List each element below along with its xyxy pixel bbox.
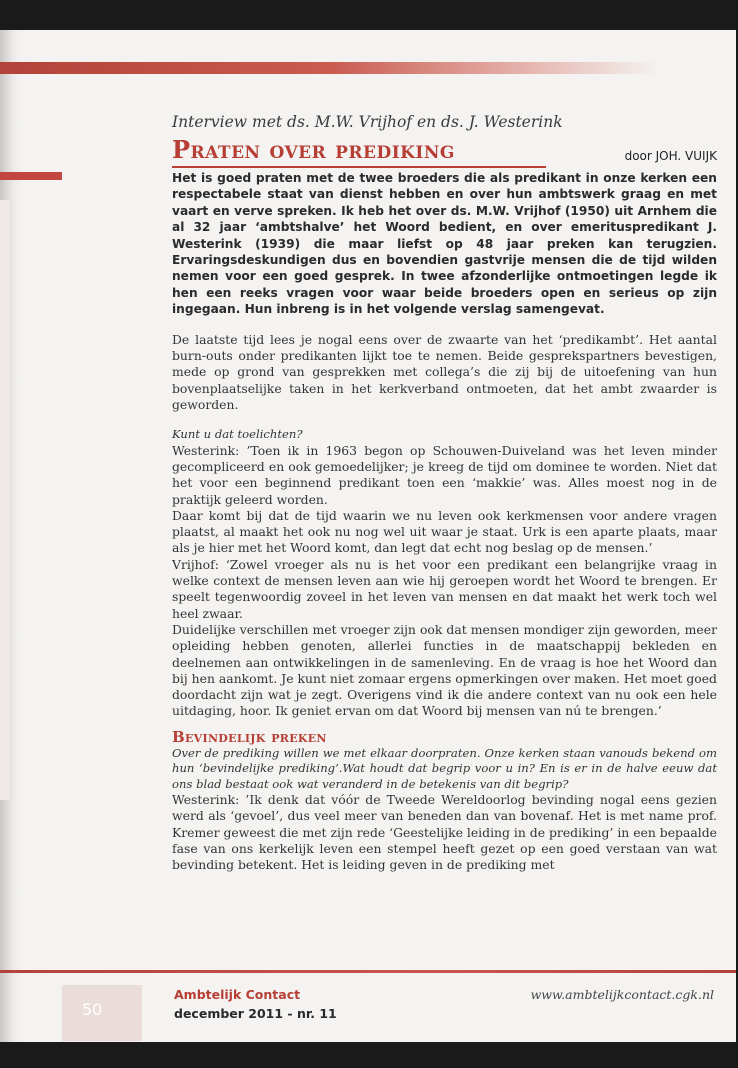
bottom-accent-rule bbox=[0, 970, 736, 973]
answer-1d: Duidelijke verschillen met vroeger zijn ook dat mensen mondiger zijn geworden, meer opleiding hebben genoten, allerlei functies in de maatschappij bekleden en deelnemen aan ontwikkelingen in de samenleving. En de vraag is hoe het Woord dan bij hen aankomt. Je kunt niet zomaar ergens opmerkingen over maken. Het moet goed doordacht zijn wat je zegt. Overigens vind ik die andere context van nu ook een hele uitdaging, hoor. Ik geniet ervan om dat Woord bij mensen van nú te brengen.’ bbox=[172, 621, 717, 719]
article-byline: door JOH. VUIJK bbox=[624, 149, 717, 163]
footer-magazine-title: Ambtelijk Contact bbox=[174, 987, 301, 1002]
magazine-page bbox=[0, 30, 736, 1042]
question-1: Kunt u dat toelichten? bbox=[172, 427, 303, 442]
title-row bbox=[172, 134, 717, 168]
footer-url: www.ambtelijkcontact.cgk.nl bbox=[530, 987, 714, 1002]
answer-1b: Daar komt bij dat de tijd waarin we nu leven ook kerkmensen voor andere vragen plaatst, al maakt het ook nu nog wel uit waar je staat. Urk is een aparte plaats, maar als je hier met het Woord komt, dan legt dat echt nog beslag op de mensen.’ bbox=[172, 507, 717, 556]
footer-masthead bbox=[174, 985, 337, 1023]
article-title: Praten over prediking bbox=[172, 135, 455, 164]
article bbox=[172, 112, 717, 874]
answer-2: Westerink: ’Ik denk dat vóór de Tweede Wereldoorlog bevinding nogal eens gezien werd als ‘gevoel’, dus veel meer van beneden dan van bovenaf. Het is met name prof. Kremer geweest die met zijn rede ‘Geestelijke leiding in de prediking’ in een bepaalde fase van ons kerkelijk leven een stempel heeft gezet op een goed verstaan van wat bevinding betekent. Het is leiding geven in de prediking met bbox=[172, 792, 717, 873]
footer-issue: december 2011 - nr. 11 bbox=[174, 1006, 337, 1021]
answer-1c: Vrijhof: ‘Zowel vroeger als nu is het voor een predikant een belangrijke vraag in welke context de mensen leven aan wie hij geroepen wordt het Woord te brengen. Er speelt tegenwoordig zoveel in het leven van mensen en dat maakt het werk toch wel heel zwaar. bbox=[172, 556, 717, 621]
top-accent-bar bbox=[0, 62, 660, 74]
intro-paragraph: De laatste tijd lees je nogal eens over de zwaarte van het ‘predikambt’. Het aantal burn-outs onder predikanten lijkt toe te nemen. Beide gesprekspartners bevestigen, mede op grond van gesprekken met collega’s die zij bij de uitoefening van hun bovenplaatselijke taken in het kerkverband ontmoeten, dat het ambt zwaarder is geworden. bbox=[172, 331, 717, 412]
side-accent-mark bbox=[0, 172, 62, 180]
title-underline bbox=[172, 166, 546, 168]
question-2: Over de prediking willen we met elkaar doorpraten. Onze kerken staan vanouds bekend om hun ‘bevindelijke prediking’.Wat houdt dat begrip voor u in? En is er in de halve eeuw dat ons blad bestaat ook wat veranderd in de betekenis van dit begrip? bbox=[172, 745, 717, 791]
section-heading: Bevindelijk preken bbox=[172, 727, 327, 746]
article-kicker: Interview met ds. M.W. Vrijhof en ds. J. Westerink bbox=[172, 113, 563, 131]
article-lead: Het is goed praten met de twee broeders die als predikant in onze kerken een respectabele staat van dienst hebben en over hun ambtswerk graag en met vaart en verve spreken. Ik heb het over ds. M.W. Vrijhof (1950) uit Arnhem die al 32 jaar ‘ambtshalve’ het Woord bedient, en over emerituspredikant J. Westerink (1939) die maar liefst op 48 jaar preken kan terugzien. Ervaringsdeskundigen dus en bovendien gastvrije mensen die de tijd wilden nemen voor een goed gesprek. In twee afzonderlijke ontmoetingen legde ik hen een reeks vragen voor waar beide broeders open en serieus op zijn ingegaan. Hun inbreng is in het volgende verslag samengevat. bbox=[172, 171, 717, 317]
page-number: 50 bbox=[82, 1000, 103, 1019]
previous-page-edge bbox=[0, 200, 10, 800]
answer-1a: Westerink: ’Toen ik in 1963 begon op Schouwen-Duiveland was het leven minder gecompliceerd en ook gemoedelijker; je kreeg de tijd om dominee te worden. Niet dat het voor een beginnend predikant toen een ‘makkie’ was. Alles moest nog in de praktijk geleerd worden. bbox=[172, 442, 717, 507]
